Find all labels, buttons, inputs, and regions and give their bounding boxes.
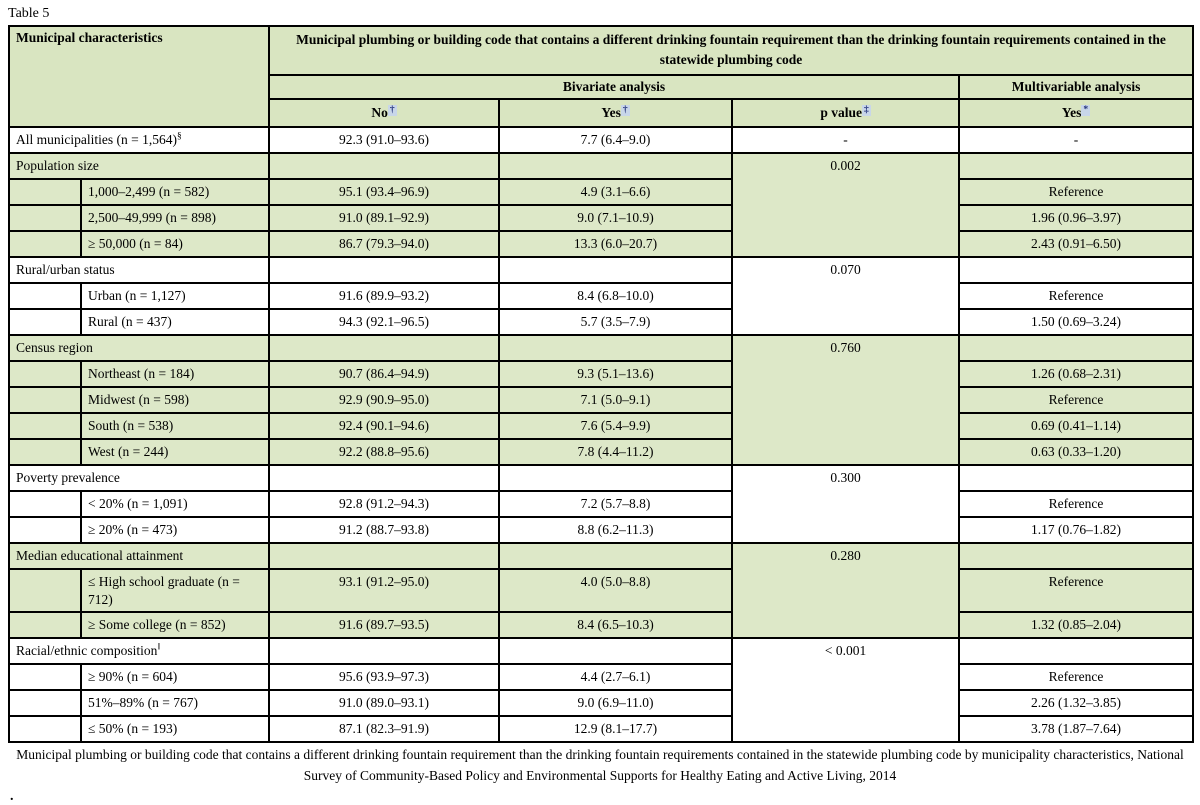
p-value-cell: 0.070 [732, 257, 959, 335]
indent-cell [9, 439, 81, 465]
indent-cell [9, 664, 81, 690]
yes-cell: 7.2 (5.7–8.8) [499, 491, 732, 517]
yes-cell [499, 257, 732, 283]
footnote-marker-dagger[interactable]: † [622, 104, 628, 115]
odds-ratio-cell: 2.26 (1.32–3.85) [959, 690, 1193, 716]
yes-cell: 4.4 (2.7–6.1) [499, 664, 732, 690]
sub-category-label: 51%–89% (n = 767) [81, 690, 269, 716]
yes-cell [499, 638, 732, 664]
odds-ratio-cell: Reference [959, 664, 1193, 690]
indent-cell [9, 179, 81, 205]
indent-cell [9, 413, 81, 439]
header-row-title [9, 26, 1193, 75]
odds-ratio-cell: 1.32 (0.85–2.04) [959, 612, 1193, 638]
no-cell [269, 543, 499, 569]
trailing-period: . [10, 788, 14, 804]
yes-cell: 8.4 (6.8–10.0) [499, 283, 732, 309]
no-cell: 90.7 (86.4–94.9) [269, 361, 499, 387]
no-cell: 91.2 (88.7–93.8) [269, 517, 499, 543]
indent-cell [9, 205, 81, 231]
sub-category-label: Rural (n = 437) [81, 309, 269, 335]
group-header-row [9, 153, 1193, 179]
no-cell [269, 153, 499, 179]
group-label: Median educational attainment [9, 543, 269, 569]
yes-cell: 4.9 (3.1–6.6) [499, 179, 732, 205]
no-cell: 94.3 (92.1–96.5) [269, 309, 499, 335]
no-cell: 95.6 (93.9–97.3) [269, 664, 499, 690]
sub-category-row [9, 690, 1193, 716]
odds-ratio-cell: 1.50 (0.69–3.24) [959, 309, 1193, 335]
sub-category-label: South (n = 538) [81, 413, 269, 439]
table-body [9, 127, 1193, 742]
p-value-label: p value [820, 105, 862, 120]
p-value-cell: - [732, 127, 959, 153]
sub-category-label: ≤ 50% (n = 193) [81, 716, 269, 742]
column-header-municipal-characteristics: Municipal characteristics [9, 26, 269, 127]
indent-cell [9, 309, 81, 335]
no-cell [269, 335, 499, 361]
indent-cell [9, 361, 81, 387]
sub-category-row [9, 517, 1193, 543]
no-cell: 91.0 (89.1–92.9) [269, 205, 499, 231]
odds-ratio-cell: 0.63 (0.33–1.20) [959, 439, 1193, 465]
sub-category-label: Urban (n = 1,127) [81, 283, 269, 309]
group-header-row [9, 638, 1193, 664]
all-municipalities-row [9, 127, 1193, 153]
sub-category-row [9, 716, 1193, 742]
sub-category-label: 1,000–2,499 (n = 582) [81, 179, 269, 205]
indent-cell [9, 517, 81, 543]
yes-cell: 8.8 (6.2–11.3) [499, 517, 732, 543]
sub-category-row [9, 179, 1193, 205]
sub-category-row [9, 664, 1193, 690]
no-cell: 92.2 (88.8–95.6) [269, 439, 499, 465]
yes-cell: 7.6 (5.4–9.9) [499, 413, 732, 439]
no-cell [269, 257, 499, 283]
sub-category-label: Midwest (n = 598) [81, 387, 269, 413]
group-label: Census region [9, 335, 269, 361]
no-cell: 95.1 (93.4–96.9) [269, 179, 499, 205]
no-cell [269, 638, 499, 664]
no-cell: 92.3 (91.0–93.6) [269, 127, 499, 153]
sub-category-row [9, 361, 1193, 387]
group-header-row [9, 335, 1193, 361]
odds-ratio-cell [959, 153, 1193, 179]
odds-ratio-cell: 0.69 (0.41–1.14) [959, 413, 1193, 439]
no-cell: 86.7 (79.3–94.0) [269, 231, 499, 257]
sub-category-row [9, 413, 1193, 439]
odds-ratio-cell: 1.26 (0.68–2.31) [959, 361, 1193, 387]
column-header-no [269, 99, 499, 127]
group-label: Racial/ethnic composition‖ [9, 638, 269, 664]
odds-ratio-cell: Reference [959, 179, 1193, 205]
no-cell: 87.1 (82.3–91.9) [269, 716, 499, 742]
sub-category-label: < 20% (n = 1,091) [81, 491, 269, 517]
footnote-marker-section: § [176, 131, 182, 142]
odds-ratio-cell [959, 465, 1193, 491]
sub-category-row [9, 439, 1193, 465]
sub-category-label: 2,500–49,999 (n = 898) [81, 205, 269, 231]
sub-category-row [9, 491, 1193, 517]
column-header-bivariate-analysis: Bivariate analysis [269, 75, 959, 99]
multivariable-yes-label: Yes [1061, 105, 1082, 120]
indent-cell [9, 612, 81, 638]
p-value-cell: 0.760 [732, 335, 959, 465]
yes-cell [499, 465, 732, 491]
sub-category-row [9, 205, 1193, 231]
group-label: Poverty prevalence [9, 465, 269, 491]
sub-category-row [9, 387, 1193, 413]
table-caption: Municipal plumbing or building code that contains a different drinking fountain requirement than the drinking fountain requirements contained in the statewide plumbing code by municipality characteristics, National Survey of Community-Based Policy and Environmental Supports for Healthy Eating and Active Living, 2014 [16, 747, 1184, 784]
odds-ratio-cell: Reference [959, 569, 1193, 612]
yes-cell [499, 543, 732, 569]
yes-cell: 9.0 (6.9–11.0) [499, 690, 732, 716]
no-cell [269, 465, 499, 491]
group-header-row [9, 257, 1193, 283]
no-label: No [371, 105, 388, 120]
column-header-yes [499, 99, 732, 127]
odds-ratio-cell: 1.96 (0.96–3.97) [959, 205, 1193, 231]
indent-cell [9, 716, 81, 742]
sub-category-label: ≥ 90% (n = 604) [81, 664, 269, 690]
no-cell: 92.4 (90.1–94.6) [269, 413, 499, 439]
footnote-marker-double-dagger[interactable]: ‡ [863, 104, 869, 115]
sub-category-row [9, 612, 1193, 638]
yes-cell [499, 153, 732, 179]
sub-category-row [9, 231, 1193, 257]
odds-ratio-cell: Reference [959, 283, 1193, 309]
no-cell: 92.9 (90.9–95.0) [269, 387, 499, 413]
sub-category-label: ≤ High school graduate (n = 712) [81, 569, 269, 612]
yes-cell: 4.0 (5.0–8.8) [499, 569, 732, 612]
sub-category-label: ≥ 20% (n = 473) [81, 517, 269, 543]
yes-cell: 9.0 (7.1–10.9) [499, 205, 732, 231]
odds-ratio-cell: - [959, 127, 1193, 153]
yes-cell: 5.7 (3.5–7.9) [499, 309, 732, 335]
odds-ratio-cell [959, 257, 1193, 283]
indent-cell [9, 569, 81, 612]
group-label: Rural/urban status [9, 257, 269, 283]
p-value-cell: < 0.001 [732, 638, 959, 742]
results-table [8, 25, 1194, 743]
sub-category-label: ≥ Some college (n = 852) [81, 612, 269, 638]
footnote-marker-dagger[interactable]: † [389, 104, 395, 115]
column-header-p-value [732, 99, 959, 127]
p-value-cell: 0.002 [732, 153, 959, 257]
yes-cell [499, 335, 732, 361]
yes-cell: 12.9 (8.1–17.7) [499, 716, 732, 742]
row-label-all-municipalities [9, 127, 269, 153]
no-cell: 91.0 (89.0–93.1) [269, 690, 499, 716]
table-number-label: Table 5 [8, 6, 50, 21]
group-header-row [9, 465, 1193, 491]
sub-category-label: Northeast (n = 184) [81, 361, 269, 387]
no-cell: 91.6 (89.9–93.2) [269, 283, 499, 309]
all-municipalities-text: All municipalities (n = 1,564) [16, 132, 177, 147]
footnote-marker-asterisk[interactable]: * [1083, 104, 1089, 115]
odds-ratio-cell: 3.78 (1.87–7.64) [959, 716, 1193, 742]
odds-ratio-cell: Reference [959, 387, 1193, 413]
odds-ratio-cell [959, 335, 1193, 361]
indent-cell [9, 387, 81, 413]
yes-cell: 9.3 (5.1–13.6) [499, 361, 732, 387]
footnote-marker-parallel: ‖ [157, 642, 161, 653]
yes-cell: 13.3 (6.0–20.7) [499, 231, 732, 257]
odds-ratio-cell: Reference [959, 491, 1193, 517]
group-label: Population size [9, 153, 269, 179]
p-value-cell: 0.280 [732, 543, 959, 638]
no-cell: 91.6 (89.7–93.5) [269, 612, 499, 638]
yes-cell: 8.4 (6.5–10.3) [499, 612, 732, 638]
indent-cell [9, 491, 81, 517]
yes-cell: 7.8 (4.4–11.2) [499, 439, 732, 465]
no-cell: 93.1 (91.2–95.0) [269, 569, 499, 612]
yes-cell: 7.7 (6.4–9.0) [499, 127, 732, 153]
p-value-cell: 0.300 [732, 465, 959, 543]
column-header-main-title: Municipal plumbing or building code that contains a different drinking fountain requirement than the drinking fountain requirements contained in the statewide plumbing code [269, 26, 1193, 75]
yes-cell: 7.1 (5.0–9.1) [499, 387, 732, 413]
no-cell: 92.8 (91.2–94.3) [269, 491, 499, 517]
indent-cell [9, 283, 81, 309]
group-header-row [9, 543, 1193, 569]
odds-ratio-cell [959, 638, 1193, 664]
column-header-multivariable-yes [959, 99, 1193, 127]
indent-cell [9, 231, 81, 257]
sub-category-row [9, 309, 1193, 335]
sub-category-row [9, 569, 1193, 612]
odds-ratio-cell [959, 543, 1193, 569]
sub-category-label: West (n = 244) [81, 439, 269, 465]
odds-ratio-cell: 2.43 (0.91–6.50) [959, 231, 1193, 257]
yes-label: Yes [601, 105, 621, 120]
sub-category-label: ≥ 50,000 (n = 84) [81, 231, 269, 257]
odds-ratio-cell: 1.17 (0.76–1.82) [959, 517, 1193, 543]
indent-cell [9, 690, 81, 716]
table-header [9, 26, 1193, 127]
sub-category-row [9, 283, 1193, 309]
column-header-multivariable-analysis: Multivariable analysis [959, 75, 1193, 99]
